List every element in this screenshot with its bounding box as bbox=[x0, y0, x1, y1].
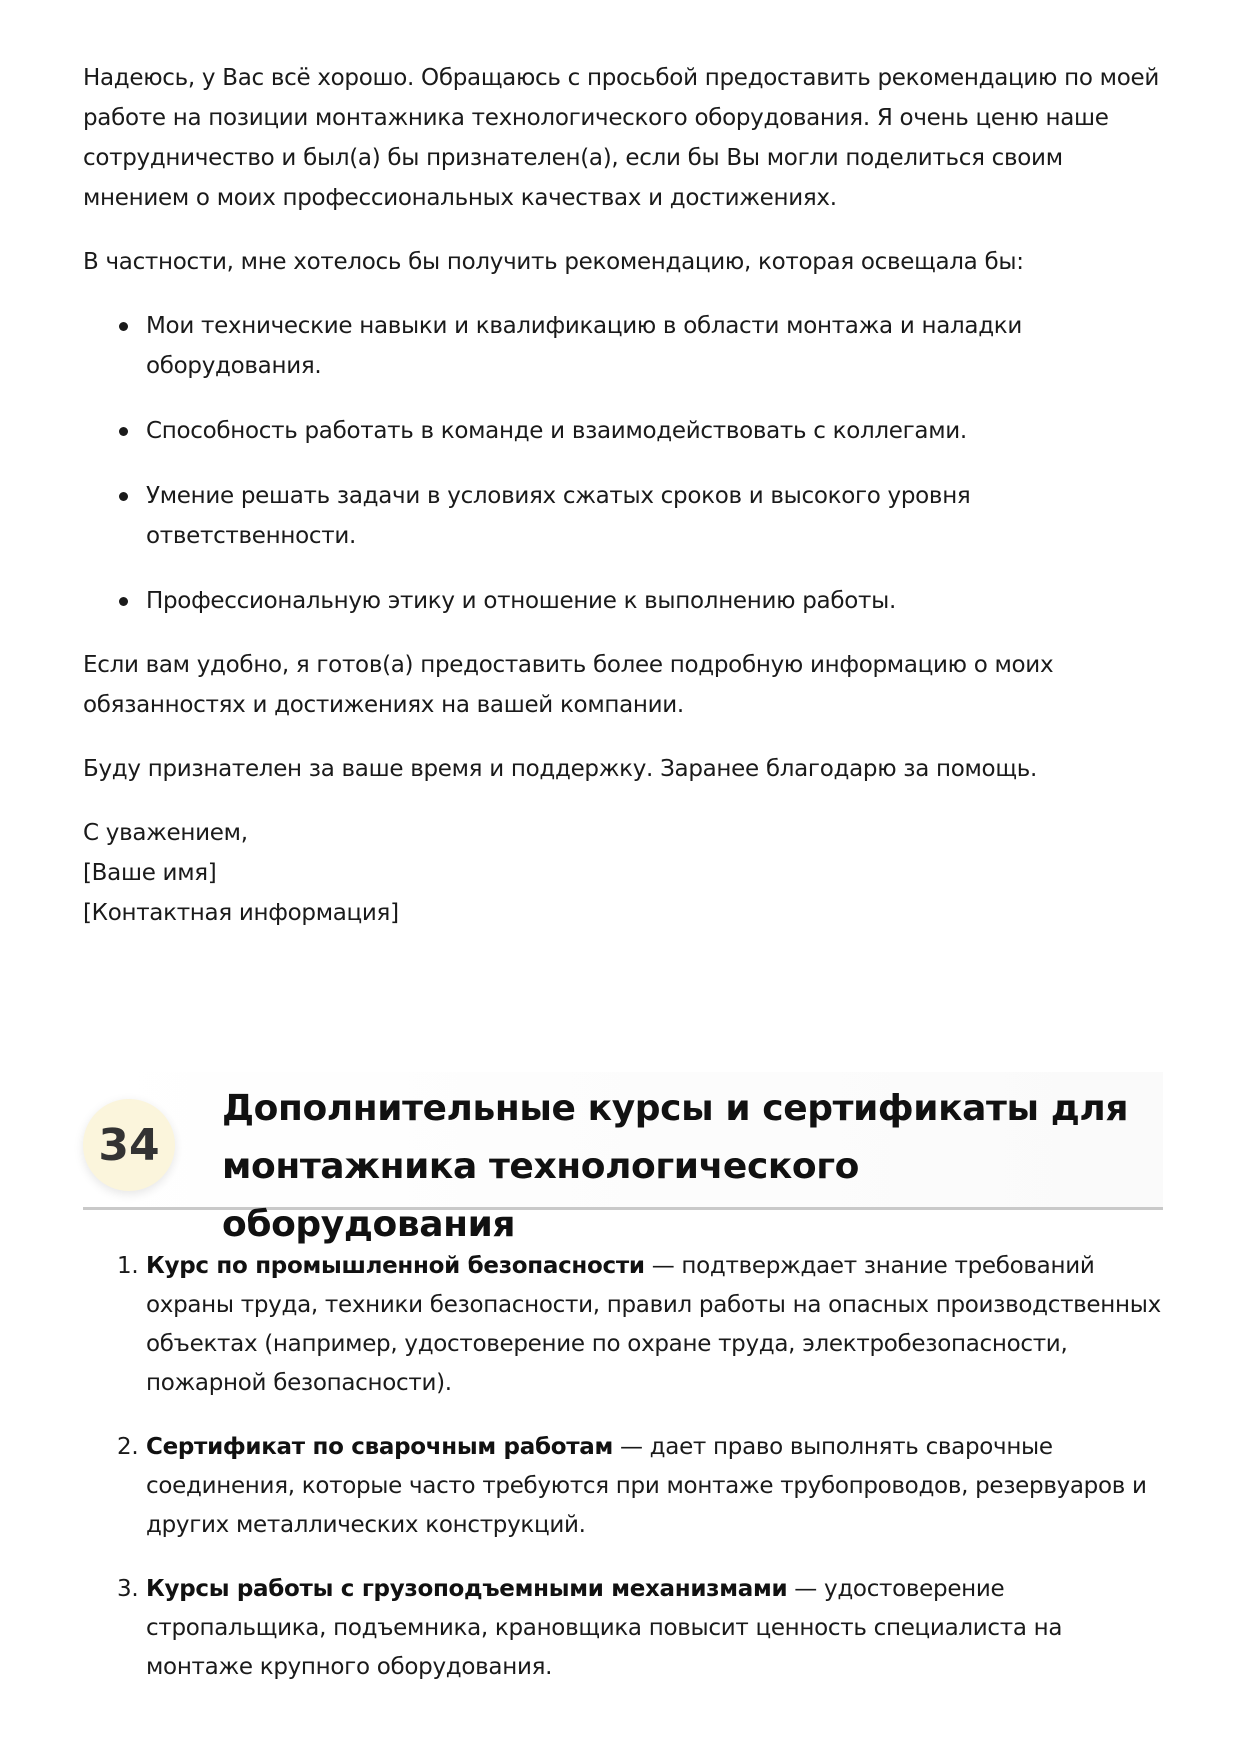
bullet-icon bbox=[119, 427, 128, 436]
signature-contact: [Контактная информация] bbox=[83, 900, 399, 926]
intro-paragraph: Надеюсь, у Вас всё хорошо. Обращаюсь с просьбой предоставить рекомендацию по моей работе на позиции монтажника технологического оборудования. Я очень ценю наше сотрудничество и был(а) бы признателен(а), если бы Вы могли поделиться своим мнением о моих профессиональных качествах и достижениях. bbox=[83, 65, 1159, 211]
course-title: Сертификат по сварочным работам bbox=[146, 1434, 613, 1460]
list-item: Умение решать задачи в условиях сжатых сроков и высокого уровня ответственности. bbox=[83, 476, 1163, 556]
list-number: 2. bbox=[117, 1434, 139, 1460]
intro-paragraph-2: В частности, мне хотелось бы получить рекомендацию, которая освещала бы: bbox=[83, 249, 1024, 275]
list-number: 3. bbox=[117, 1576, 139, 1602]
course-description: — подтверждает знание требований охраны труда, техники безопасности, правил работы на опасных производственных объектах (например, удостоверение по охране труда, электробезопасности, пожарной безопасности). bbox=[146, 1253, 1161, 1396]
list-number: 1. bbox=[117, 1253, 139, 1279]
section-number-badge: 34 bbox=[83, 1099, 175, 1191]
course-title: Курс по промышленной безопасности bbox=[146, 1253, 645, 1279]
list-item bbox=[83, 1247, 1163, 1403]
bullet-icon bbox=[119, 322, 128, 331]
closing-paragraph: Если вам удобно, я готов(а) предоставить более подробную информацию о моих обязанностях и достижениях на вашей компании. bbox=[83, 652, 1054, 718]
signature-block bbox=[83, 813, 1163, 933]
list-item: Способность работать в команде и взаимодействовать с коллегами. bbox=[83, 411, 1163, 451]
courses-list bbox=[83, 1247, 1163, 1712]
list-item: Профессиональную этику и отношение к выполнению работы. bbox=[83, 581, 1163, 621]
list-item: Мои технические навыки и квалификацию в области монтажа и наладки оборудования. bbox=[83, 306, 1163, 386]
course-title: Курсы работы с грузоподъемными механизмами bbox=[146, 1576, 788, 1602]
course-description: — дает право выполнять сварочные соединения, которые часто требуются при монтаже трубопроводов, резервуаров и других металлических конструкций. bbox=[146, 1434, 1147, 1538]
thanks-paragraph: Буду признателен за ваше время и поддержку. Заранее благодарю за помощь. bbox=[83, 756, 1037, 782]
course-description: — удостоверение стропальщика, подъемника, крановщика повысит ценность специалиста на монтаже крупного оборудования. bbox=[146, 1576, 1063, 1680]
signature-regards: С уважением, bbox=[83, 820, 248, 846]
bullet-icon bbox=[119, 597, 128, 606]
list-item bbox=[83, 1428, 1163, 1545]
recommendation-points-list bbox=[83, 306, 1163, 621]
list-item bbox=[83, 1570, 1163, 1687]
signature-name: [Ваше имя] bbox=[83, 860, 217, 886]
section-title: Дополнительные курсы и сертификаты для монтажника технологического оборудования bbox=[222, 1088, 1129, 1245]
section-header bbox=[83, 1072, 1163, 1245]
letter-body bbox=[83, 58, 1163, 933]
bullet-icon bbox=[119, 492, 128, 501]
